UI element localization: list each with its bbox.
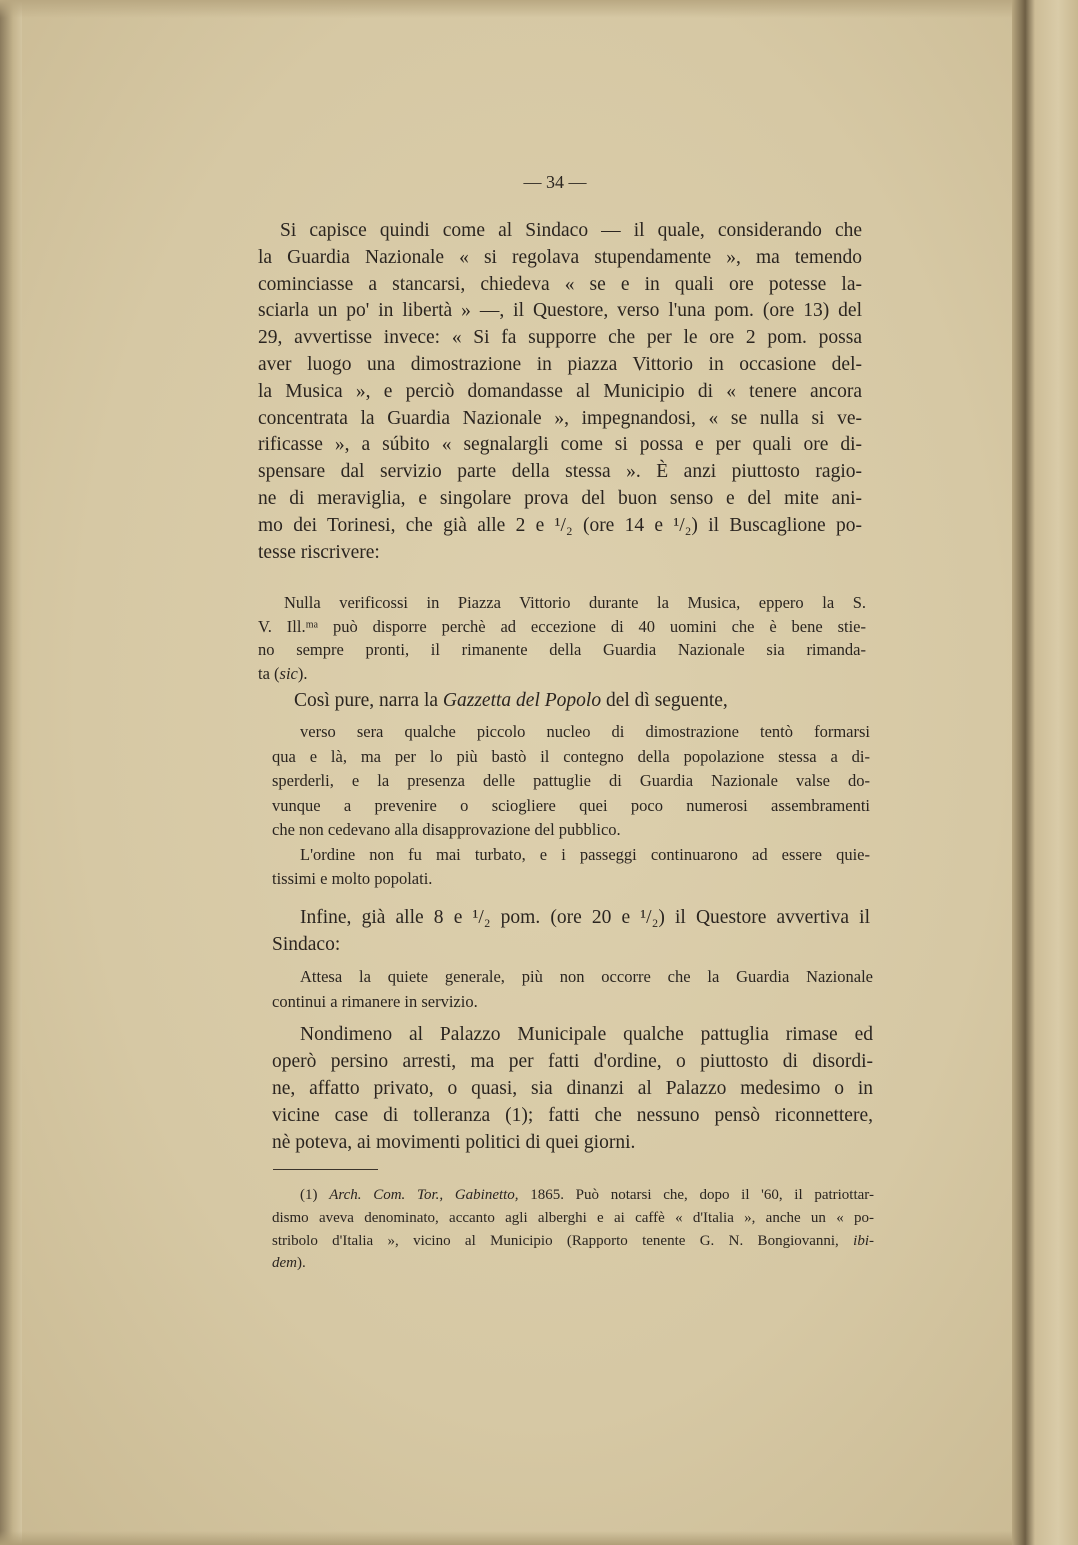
text-segment: ). [297, 663, 308, 683]
quote-text-line [272, 769, 870, 794]
body-text-line [300, 1021, 873, 1048]
text-segment: concentrata la Guardia Nazionale », impegnandosi, « se nulla si ve- [258, 407, 862, 429]
page-bottom-edge [0, 1531, 1078, 1545]
text-segment: che non cedevano alla disapprovazione del pubblico. [272, 820, 621, 839]
body-text-line [258, 298, 862, 325]
text-segment: Infine, già alle 8 e ¹/₂ pom. (ore 20 e ¹/₂) il Questore avvertiva il [300, 907, 870, 928]
text-segment: tesse riscrivere: [258, 541, 380, 563]
quote-text-line [258, 662, 308, 686]
text-segment: spensare dal servizio parte della stessa ». È anzi piuttosto ragio- [258, 461, 862, 483]
quote-text-line [300, 720, 870, 745]
quote-text-line [272, 745, 870, 770]
text-segment: Attesa la quiete generale, più non occorre che la Guardia Nazionale [300, 967, 873, 986]
text-segment: la Musica », e perciò domandasse al Municipio di « tenere ancora [258, 380, 862, 402]
text-segment: Sindaco: [272, 933, 341, 955]
text-segment: ta ( [258, 663, 280, 683]
quote-text-line [300, 964, 873, 989]
text-segment: sciarla un po' in libertà » —, il Questore, verso l'una pom. (ore 13) del [258, 300, 862, 322]
text-segment: cominciasse a stancarsi, chiedeva « se e in quali ore potesse la- [258, 273, 862, 295]
text-segment: Nulla verificossi in Piazza Vittorio durante la Musica, eppero la S. [284, 593, 866, 612]
footnote-text-line [272, 1207, 874, 1230]
body-text-line [258, 459, 862, 486]
quote-text-line [258, 615, 866, 639]
text-segment: tissimi e molto popolati. [272, 869, 433, 888]
body-text-line [258, 486, 862, 513]
italic-text: Gazzetta del Popolo [442, 690, 602, 711]
text-segment: del dì seguente, [601, 690, 728, 711]
text-segment: mo dei Torinesi, che già alle 2 e ¹/₂ (ore 14 e ¹/₂) il Buscaglione po- [258, 514, 862, 536]
body-text-line [300, 905, 870, 932]
text-segment: dismo aveva denominato, accanto agli alberghi e ai caffè « d'Italia », anche un « po- [272, 1209, 874, 1226]
text-segment: sperderli, e la presenza delle pattuglie di Guardia Nazionale valse do- [272, 771, 870, 790]
body-text-line [258, 352, 862, 379]
body-text-line [258, 406, 862, 433]
quote-text-line [300, 843, 870, 868]
text-segment: nè poteva, ai movimenti politici di quei giorni. [272, 1132, 636, 1153]
body-text-line [272, 1048, 873, 1075]
footnote-separator [273, 1169, 378, 1170]
text-segment: qua e là, ma per lo più bastò il contegno della popolazione stessa a di- [272, 746, 870, 766]
text-segment: vunque a prevenire o sciogliere quei poco numerosi assembramenti [272, 795, 870, 815]
body-text-line [258, 325, 862, 352]
footnote-text-line [272, 1230, 874, 1253]
quote-text-line [258, 638, 866, 662]
text-segment: Nondimeno al Palazzo Municipale qualche pattuglia rimase ed [300, 1024, 873, 1045]
quote-text-line [272, 818, 621, 843]
quote-text-line [284, 591, 866, 615]
page-number: — 34 — [523, 172, 587, 192]
text-segment: aver luogo una dimostrazione in piazza Vittorio in occasione del- [258, 354, 862, 375]
text-segment: operò persino arresti, ma per fatti d'ordine, o piuttosto di disordi- [272, 1051, 873, 1072]
body-text-line [258, 432, 862, 459]
text-segment: 29, avvertisse invece: « Si fa supporre che per le ore 2 pom. possa [258, 327, 862, 349]
footnote-text-line [272, 1252, 306, 1275]
text-segment: rificasse », a súbito « segnalargli come si possa e per quali ore di- [258, 434, 862, 456]
text-segment: continui a rimanere in servizio. [272, 992, 478, 1011]
text-segment: Si capisce quindi come al Sindaco — il quale, considerando che [280, 220, 862, 241]
text-segment: la Guardia Nazionale « si regolava stupendamente », ma temendo [258, 246, 862, 268]
quote-text-line [272, 989, 478, 1014]
text-segment: stribolo d'Italia », vicino al Municipio (Rapporto tenente G. N. Bongiovanni, [272, 1232, 854, 1249]
text-segment: L'ordine non fu mai turbato, e i passeggi continuarono ad essere quie- [300, 844, 870, 864]
page-left-edge [0, 0, 22, 1545]
body-text-line [258, 379, 862, 406]
text-segment: verso sera qualche piccolo nucleo di dimostrazione tentò formarsi [300, 722, 870, 741]
body-text-line [258, 540, 380, 567]
page-top-edge [0, 0, 1078, 18]
text-segment: ne, affatto privato, o quasi, sia dinanzi al Palazzo medesimo o in [272, 1078, 873, 1099]
body-text-line [272, 1075, 873, 1102]
body-text-line [258, 245, 862, 272]
body-text-line [280, 218, 862, 245]
text-segment: (1) [300, 1187, 330, 1203]
italic-text: Arch. Com. Tor., Gabinetto, [329, 1187, 519, 1203]
text-segment: Così pure, narra la [294, 690, 443, 711]
quote-text-line [272, 794, 870, 819]
quote-text-line [272, 867, 432, 892]
text-segment: 1865. Può notarsi che, dopo il '60, il patriottar- [518, 1187, 874, 1203]
body-text-line [294, 688, 728, 714]
italic-text: ibi- [853, 1232, 874, 1249]
body-text-line [272, 932, 340, 959]
text-segment: V. Ill.ᵐᵃ può disporre perchè ad eccezione di 40 uomini che è bene stie- [258, 616, 866, 636]
text-segment: vicine case di tolleranza (1); fatti che nessuno pensò riconnettere, [272, 1105, 873, 1126]
text-segment: ne di meraviglia, e singolare prova del buon senso e del mite ani- [258, 488, 862, 509]
body-text-line [272, 1129, 635, 1156]
footnote-text-line [300, 1184, 874, 1207]
book-binding-gutter [1012, 0, 1078, 1545]
body-text-line [258, 272, 862, 299]
text-segment: ). [297, 1255, 306, 1272]
text-segment: no sempre pronti, il rimanente della Guardia Nazionale sia rimanda- [258, 640, 866, 659]
body-text-line [258, 513, 862, 540]
italic-text: sic [279, 663, 298, 683]
italic-text: dem [272, 1255, 297, 1272]
body-text-line [272, 1102, 873, 1129]
